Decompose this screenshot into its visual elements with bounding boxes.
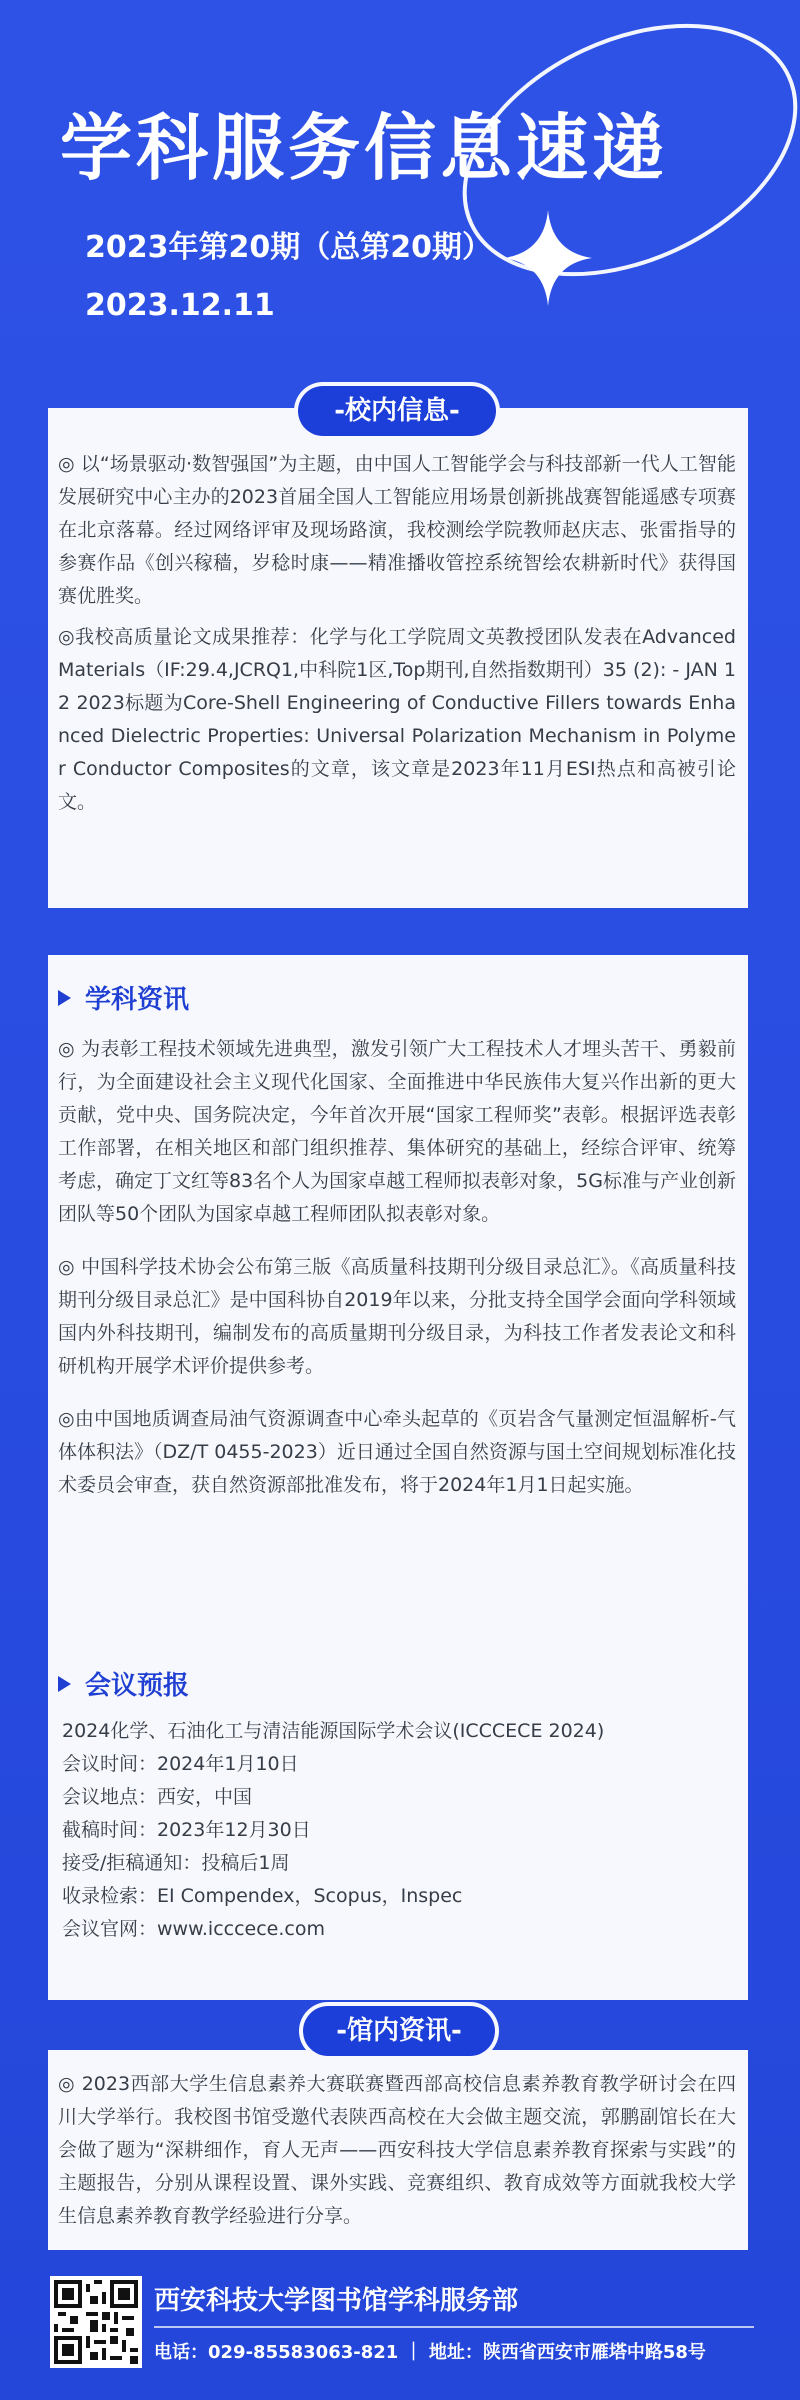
discipline-paragraph: ◎ 为表彰工程技术领域先进典型，激发引领广大工程技术人才埋头苦干、勇毅前行，为全面建设社会主义现代化国家、全面推进中华民族伟大复兴作出新的更大贡献，党中央、国务院决定，今年首次开展“国家工程师奖”表彰。根据评选表彰工作部署，在相关地区和部门组织推荐、集体研究的基础上，经综合评审、统筹考虑，确定丁文红等83名个人为国家卓越工程师拟表彰对象，5G标准与产业创新团队等50个团队为国家卓越工程师团队拟表彰对象。 xyxy=(58,1038,736,1225)
issue-date: 2023.12.11 xyxy=(85,288,275,323)
conference-website[interactable]: 会议官网：www.icccece.com xyxy=(62,1918,325,1940)
triangle-bullet-icon xyxy=(58,990,71,1006)
qr-code-icon[interactable] xyxy=(50,2276,142,2368)
conference-date: 会议时间：2024年1月10日 xyxy=(62,1753,299,1775)
library-paragraph: ◎ 2023西部大学生信息素养大赛联赛暨西部高校信息素养教育教学研讨会在四川大学举行。我校图书馆受邀代表陕西高校在大会做主题交流，郭鹏副馆长在大会做了题为“深耕细作，育人无声——西安科技大学信息素养教育探索与实践”的主题报告，分别从课程设置、课外实践、竞赛组织、教育成效等方面就我校大学生信息素养教育教学经验进行分享。 xyxy=(58,2073,736,2227)
discipline-heading xyxy=(58,979,189,1016)
library-news-panel xyxy=(48,2016,748,2250)
conference-location: 会议地点：西安，中国 xyxy=(62,1786,253,1808)
discipline-news-panel xyxy=(48,955,748,2000)
library-info-label: -馆内资讯- xyxy=(303,2006,495,2056)
conference-title: 2024化学、石油化工与清洁能源国际学术会议(ICCCECE 2024) xyxy=(62,1720,605,1742)
discipline-heading-text: 学科资讯 xyxy=(85,985,190,1015)
conference-heading-text: 会议预报 xyxy=(85,1671,190,1701)
triangle-bullet-icon xyxy=(58,1676,71,1692)
conference-details xyxy=(62,1715,732,1946)
conference-indexing: 收录检索：EI Compendex，Scopus，Inspec xyxy=(62,1885,463,1907)
campus-info-panel xyxy=(48,396,748,908)
footer-contact: 电话：029-85583063-821 ｜ 地址：陕西省西安市雁塔中路58号 xyxy=(154,2342,706,2363)
campus-paragraph: ◎我校高质量论文成果推荐：化学与化工学院周文英教授团队发表在Advanced Materials（IF:29.4,JCRQ1,中科院1区,Top期刊,自然指数期刊）35 (2): - JAN 12 2023标题为Core-Shell Engineering of Conductive Fillers towards Enhanced Dielectric Properties: Universal Polarization Mechanism in Polymer Conductor Composites的文章，该文章是2023年11月ESI热点和高被引论文。 xyxy=(58,626,736,813)
conference-deadline: 截稿时间：2023年12月30日 xyxy=(62,1819,311,1841)
discipline-paragraph: ◎ 中国科学技术协会公布第三版《高质量科技期刊分级目录总汇》。《高质量科技期刊分级目录总汇》是中国科协自2019年以来，分批支持全国学会面向学科领域国内外科技期刊，编制发布的高质量期刊分级目录，为科技工作者发表论文和科研机构开展学术评价提供参考。 xyxy=(58,1256,736,1377)
footer-divider xyxy=(154,2326,754,2328)
sparkle-icon xyxy=(504,210,592,306)
issue-number: 2023年第20期（总第20期） xyxy=(85,230,492,265)
conference-notification: 接受/拒稿通知：投稿后1周 xyxy=(62,1852,290,1874)
campus-info-label: -校内信息- xyxy=(298,386,496,436)
footer-organization: 西安科技大学图书馆学科服务部 xyxy=(154,2286,519,2316)
discipline-paragraph: ◎由中国地质调查局油气资源调查中心牵头起草的《页岩含气量测定恒温解析-气体体积法》（DZ/T 0455-2023）近日通过全国自然资源与国土空间规划标准化技术委员会审查，获自然资源部批准发布，将于2024年1月1日起实施。 xyxy=(58,1408,736,1496)
campus-paragraph: ◎ 以“场景驱动·数智强国”为主题，由中国人工智能学会与科技部新一代人工智能发展研究中心主办的2023首届全国人工智能应用场景创新挑战赛智能遥感专项赛在北京落幕。经过网络评审及现场路演，我校测绘学院教师赵庆志、张雷指导的参赛作品《创兴稼穑，岁稔时康——精准播收管控系统智绘农耕新时代》获得国赛优胜奖。 xyxy=(58,453,736,607)
conference-heading xyxy=(58,1665,189,1702)
footer xyxy=(50,2268,760,2378)
page-title: 学科服务信息速递 xyxy=(60,106,669,190)
